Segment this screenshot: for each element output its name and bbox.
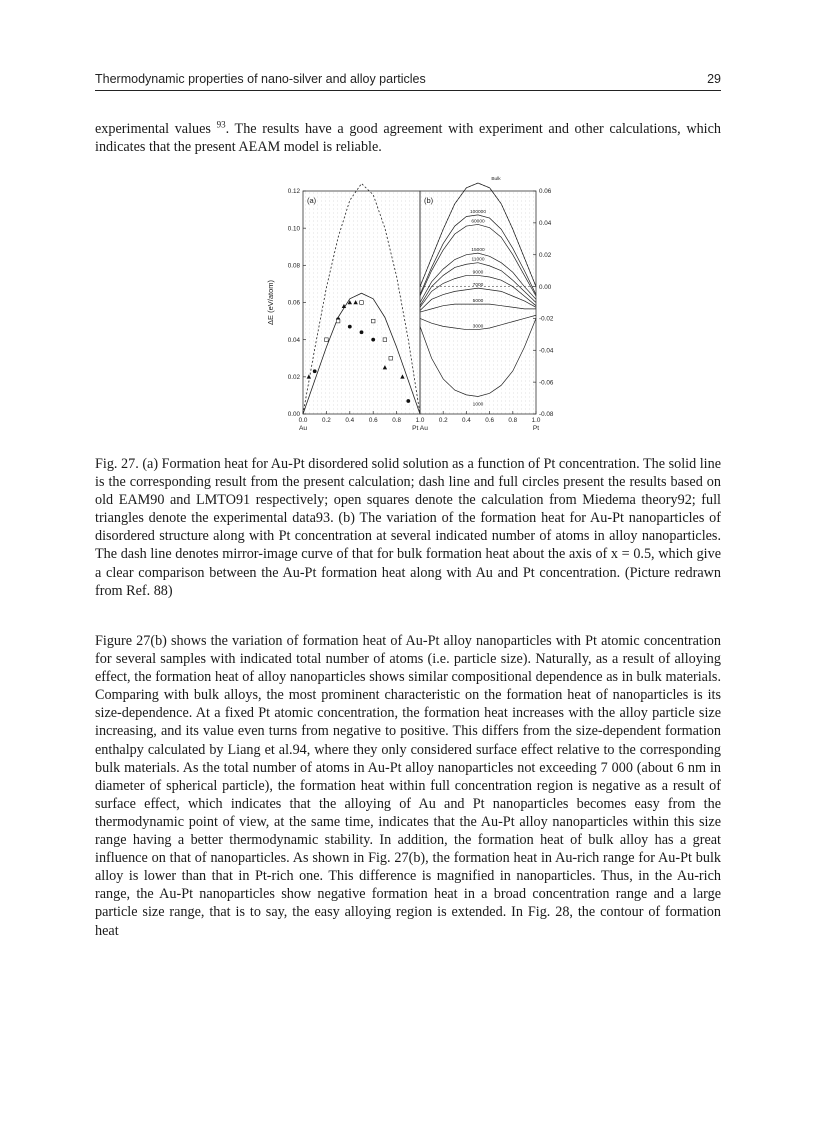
running-header-title: Thermodynamic properties of nano-silver and alloy particles [95, 72, 426, 86]
panel-a-lmto-circle [348, 325, 352, 329]
panel-b-curve-label: 60000 [471, 219, 485, 225]
x-end-label-au: Au [298, 425, 308, 432]
panel-b-x-tick-label: 0.6 [485, 417, 494, 424]
panel-b-curve-label: Bulk [491, 177, 501, 183]
panel-a-y-tick-label: 0.06 [287, 299, 300, 307]
panel-a-miedema-square [383, 338, 387, 342]
running-header [95, 72, 721, 91]
panel-b-x-tick-label: 1.0 [531, 417, 541, 424]
panel-b-y-tick-label: 0.02 [539, 251, 552, 259]
panel-a-y-tick-label: 0.02 [287, 374, 300, 382]
panel-a-y-tick-label: 0.04 [287, 336, 300, 344]
citation-93: 93 [216, 119, 226, 130]
panel-a-y-tick-label: 0.08 [287, 262, 300, 270]
body-paragraph-2: Figure 27(b) shows the variation of formation heat of Au-Pt alloy nanoparticles with Pt atomic concentration for several samples with indicated total number of atoms (i.e. particle size). Naturally, as a result of alloying effect, the formation heat of alloy nanoparticles shows similar compositional dependence as in bulk materials. Comparing with bulk alloys, the most prominent characteristic on the formation heat of nanoparticles is its size-dependence. At a fixed Pt atomic concentration, the formation heat increases with the alloy particle size increasing, and its value even turns from negative to positive. This differs from the size-dependent formation enthalpy calculated by Liang et al.94, where they only considered surface effect relative to the corresponding bulk materials. As the total number of atoms in Au-Pt alloy nanoparticles not exceeding 7 000 (about 6 nm in diameter of spherical particle), the formation heat within full concentration region is negative as a result of surface effect, which indicates that the alloying of Au and Pt nanoparticles becomes easy from the thermodynamic point of view, at the same time, indicates that the Au-Pt alloy nanoparticles within this size range having a better thermodynamic stability. In addition, the formation heat of bulk alloy has a great influence on that of nanoparticles. As shown in Fig. 27(b), the formation heat in Au-rich range for Au-Pt bulk alloy is lower than that in Pt-rich one. This difference is magnified in nanoparticles. Thus, in the Au-rich range, the Au-Pt nanoparticles show negative formation heat in a broad concentration range and a large particle size range, that is to say, the easy alloying region is extended. In Fig. 28, the contour of formation heat [95, 633, 721, 939]
panel-a-y-tick-label: 0.00 [287, 411, 300, 419]
panel-a-lmto-circle [371, 338, 375, 342]
panel-b-y-tick-label: -0.06 [539, 379, 554, 387]
y-axis-title: ΔE (eV/atom) [266, 279, 275, 326]
panel-a-x-tick-label: 0.6 [368, 417, 378, 424]
figure-27-svg [258, 177, 558, 439]
body-paragraph-1 [95, 120, 721, 156]
panel-a-label: (a) [307, 196, 317, 205]
panel-a-x-tick-label: 1.0 [415, 417, 425, 424]
panel-a-lmto-circle [313, 369, 317, 373]
figure-caption: Fig. 27. (a) Formation heat for Au-Pt disordered solid solution as a function of Pt concentration. The solid line is the corresponding result from the present calculation; dash line and full circles present the results based on old EAM90 and LMTO91 respectively; open squares denote the calculation from Miedema theory92; full triangles denote the experimental data93. (b) The variation of the formation heat for Au-Pt nanoparticles of disordered structure along with Pt concentration at several indicated number of atoms in alloy nanoparticles. The dash line denotes mirror-image curve of that for bulk formation heat about the axis of x = 0.5, which give a clear comparison between the Au-Pt formation heat along with Au and Pt concentration. (Picture redrawn from Ref. 88) [95, 456, 721, 599]
panel-b-y-tick-label: -0.02 [539, 315, 554, 323]
panel-b-x-tick-label: 0.4 [462, 417, 471, 424]
panel-a-miedema-square [371, 319, 375, 323]
panel-b-x-tick-label: 0.2 [438, 417, 448, 424]
panel-a-lmto-circle [406, 399, 410, 403]
panel-b-curve-label: 11000 [471, 257, 485, 263]
panel-a-x-tick-label: 0.8 [392, 417, 401, 424]
figure-27 [258, 177, 558, 439]
panel-b-y-tick-label: 0.06 [539, 188, 552, 196]
panel-a-miedema-square [325, 338, 329, 342]
panel-b-curve-label: 5000 [472, 299, 484, 305]
panel-b-curve-label: 9000 [472, 270, 484, 276]
panel-b-y-tick-label: 0.00 [539, 283, 552, 291]
page-number: 29 [707, 72, 721, 86]
x-end-label-pt-au: Pt Au [412, 425, 428, 432]
panel-b-y-tick-label: -0.04 [539, 347, 554, 355]
panel-a-x-tick-label: 0.0 [298, 417, 308, 424]
panel-b-curve-label: 1000 [472, 402, 484, 408]
panel-a-y-tick-label: 0.12 [287, 188, 300, 196]
panel-a-x-tick-label: 0.4 [345, 417, 355, 424]
para1-text-b: . The results have a good agreement with experiment and other calculations, which indicates that the present AEAM model is reliable. [95, 121, 721, 156]
panel-a-miedema-square [360, 301, 364, 305]
panel-b-label: (b) [424, 196, 434, 205]
x-end-label-pt: Pt [532, 425, 540, 432]
panel-a-lmto-circle [360, 330, 364, 334]
panel-b-y-tick-label: 0.04 [539, 220, 552, 228]
panel-b-curve-label: 15000 [471, 248, 485, 254]
para1-text-a: experimental values [95, 121, 217, 137]
panel-b-curve-label: 7000 [472, 283, 484, 289]
panel-b-curve-label: 100000 [469, 209, 487, 215]
panel-a-miedema-square [336, 319, 340, 323]
panel-a-y-tick-label: 0.10 [287, 225, 300, 233]
panel-b-x-tick-label: 0.8 [508, 417, 518, 424]
panel-a-x-tick-label: 0.2 [322, 417, 331, 424]
panel-a-miedema-square [389, 356, 393, 360]
panel-b-y-tick-label: -0.08 [539, 411, 554, 419]
panel-b-curve-label: 3000 [472, 324, 484, 330]
